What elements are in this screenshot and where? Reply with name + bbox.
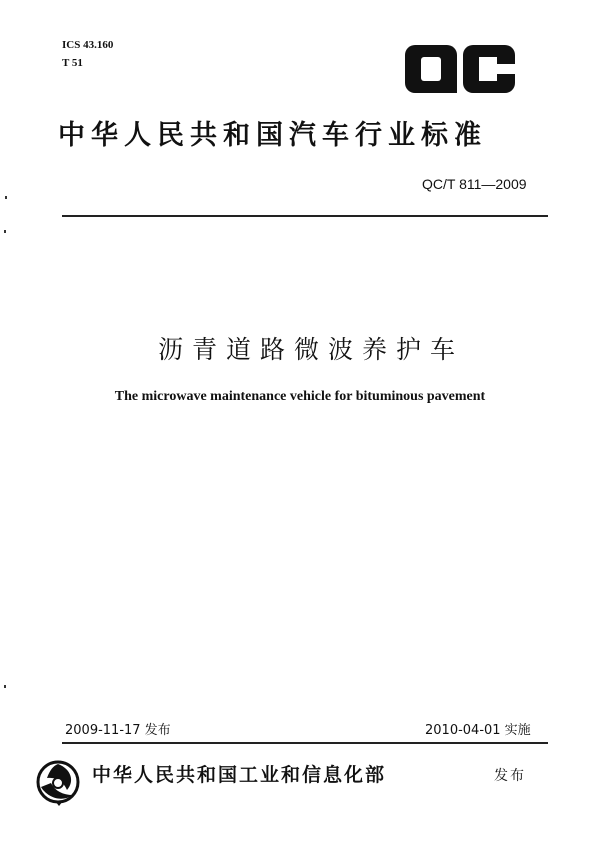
standard-category-title: 中华人民共和国汽车行业标准	[58, 120, 487, 151]
qc-logo	[401, 42, 519, 96]
publisher-name: 中华人民共和国工业和信息化部	[92, 764, 387, 786]
classification-code: T 51	[62, 57, 83, 69]
document-title-en: The microwave maintenance vehicle for bituminous pavement	[114, 389, 486, 404]
ministry-emblem-icon	[33, 757, 83, 807]
top-divider	[62, 215, 548, 217]
issue-date: 2009-11-17 发布	[65, 723, 171, 738]
scan-speck	[4, 685, 6, 688]
standard-number: QC/T 811—2009	[422, 176, 527, 192]
document-title-cn: 沥青道路微波养护车	[157, 335, 464, 364]
scan-speck	[5, 196, 7, 199]
bottom-divider	[62, 742, 548, 744]
ics-code: ICS 43.160	[62, 39, 114, 51]
publish-label: 发布	[494, 768, 526, 784]
implementation-date: 2010-04-01 实施	[425, 723, 531, 738]
scan-speck	[4, 230, 6, 233]
